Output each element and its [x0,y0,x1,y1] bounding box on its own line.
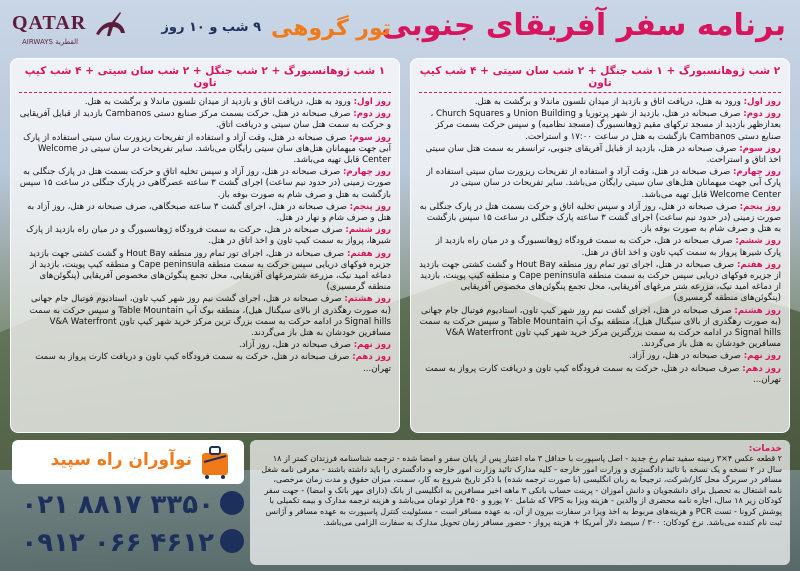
notes-title: خدمات: [748,444,782,454]
day-label: روز هفتم: [736,259,781,270]
day-item [419,109,781,143]
agency-name-box [12,440,244,484]
phone-number: ۰۹۱۲ ۰۶۶ ۴۶۱۲ [21,528,214,558]
itinerary-panel-right [410,58,790,433]
day-item [19,97,391,108]
day-label: روز سوم: [349,132,391,143]
phone-mobile[interactable] [12,528,244,560]
day-text: صرف صبحانه در هتل، حرکت به سمت فرودگاه کیپ تاون و دریافت کارت پرواز به سمت تهران... [425,363,781,385]
day-label: روز ششم: [735,236,781,247]
day-text: ورود به هتل، دریافت اتاق و بازدید از میدان نلسون ماندلا و برگشت به هتل. [84,97,354,107]
tour-duration: ۹ شب و ۱۰ روز [161,20,261,35]
page-subtitle: تور گروهی [270,16,391,41]
suitcase-icon [198,444,232,480]
day-label: روز ششم: [345,225,391,236]
phone-icon [220,491,244,515]
day-label: روز پنجم: [739,201,781,212]
day-item [19,249,391,294]
page-title: برنامه سفر آفریقای جنوبی [381,8,786,43]
day-label: روز هشتم: [734,305,781,316]
day-text: صرف صبحانه در هتل، حرکت به سمت فرودگاه ژوهانسبورگ و در میان راه بازدید از پارک شیرها، پرواز به سمت کیپ تاون و اخذ اتاق در هتل. [26,225,391,247]
day-label: روز نهم: [743,351,781,362]
day-text: صرف صبحانه در هتل، اجرای تور تمام روز منطقه Hout Bay و گشت کشتی جهت بازدید از جزیره فوکهای دریایی سپس حرکت به سمت منطقه Cape peninsula و منطقه کیپ پوینت، بازدید از دماغه امید نیک، مزرعه شتر مرغهای آفریقایی، محل تجمع پنگوئن‌های مخصوص آفریقایی (پنگوئن‌های منطقه گرمسیری) [419,259,781,304]
day-label: روز دهم: [352,352,391,363]
day-text: صرف صبحانه در هتل، حرکت به سمت فرودگاه کیپ تاون و دریافت کارت پرواز به سمت تهران... [35,352,391,374]
agency-card [12,440,244,565]
day-item [19,167,391,201]
day-text: صرف صبحانه در هتل، روز آزاد. [628,351,744,362]
day-item [19,294,391,339]
day-item [419,260,781,305]
oryx-icon [90,8,130,42]
day-list [419,97,781,386]
day-item [19,352,391,374]
day-label: روز سوم: [739,143,781,154]
day-item [19,340,391,351]
day-text: صرف صبحانه در هتل، روز آزاد و سپس تخلیه اتاق و حرکت بسمت هتل در پارک جنگلی به صورت زمینی (در حدود نیم ساعت) اجرای گشت ۳ ساعته پارک جنگلی در ساعت ۱۵ سپس بازگشت به هتل و صرف شام به صورت بوفه باز. [419,201,781,235]
day-item [419,144,781,166]
day-text: صرف صبحانه در هتل، بازدید از شهر پرتوریا و Union Building و Church Squares ، بعدازظهر بازدید از مسجد ترکهای مقیم ژوهانسبورگ (مسجد نظامیه) و سپس حرکت بسمت مرکز صنایع دستی Cambanos بازگشت به هتل در ساعت ۱۷:۰۰ و استراحت. [430,109,781,142]
day-text: صرف صبحانه در هتل، اجرای گشت ۳ ساعته صبحگاهی، صرف صبحانه در هتل، روز آزاد به هتل و صرف شام و نهار در هتل. [27,201,391,224]
logo-word: QATAR [12,12,87,34]
day-text: صرف صبحانه در هتل، حرکت به سمت فرودگاه ژوهانسبورگ و در میان راه بازدید از پارک شیرها پرواز به سمت کیپ تاون و اخذ اتاق در هتل. [435,236,781,258]
phone-number: ۰۲۱ ۸۸۱۷ ۳۳۵۰ [21,490,214,520]
day-label: روز اول: [743,97,781,107]
day-label: روز هشتم: [344,294,391,305]
day-text: صرف صبحانه در هتل، روز آزاد و سپس تخلیه اتاق و حرکت بسمت هتل در پارک جنگلی به صورت زمینی (در حدود نیم ساعت) اجرای گشت ۳ ساعته عصرگاهی در پارک جنگلی در ساعت ۱۵ سپس بازگشت به هتل و صرف شام به صورت بوفه باز. [19,167,391,200]
day-list [19,97,391,375]
day-item [19,225,391,247]
notes-body: ۲ قطعه عکس ۴×۳ زمینه سفید تمام رخ جدید - اصل پاسپورت با حداقل ۳ ماه اعتبار پس از پایان سفر و امضا شده - ترجمه شناسنامه فرزندان کمتر از ۱۸ سال در ۲ نسخه و یک نسخه با تائید دادگستری و وزارت امور خارجه - کلیه مدارک تائید وزارت امور خارجه و دادگستری را باید داشته باشند - معرفی نامه شغل مسافر در سربرگ محل کار/شرکت، ترجیحاً به زبان انگلیسی (با صورت ترجمه شده) با ذکر تاریخ شروع به کار، سمت، میزان حقوق و مدت زمان مرخصی، نامه اشتغال به تحصیل برای دانشجویان و دانش آموزان - پرینت حساب بانکی ۳ ماهه اخیر مسافرین به انگلیسی از بانک (دارای مهر بانک و امضا) - جهت سفر کودکان زیر ۱۸ سال، اجازه نامه محضری از والدین - هزینه ویزا به VPS که شامل ۷۰ یورو و ۴۵۰ هزار تومان می‌باشد و هزینه ترجمه مدارک و بیمه تکمیلی با پوشش کرونا - تست PCR و هزینه‌های مربوط به اخذ ویزا در سفارت بیرون از آن، به عهده مسافر است - مسئولیت کنترل پاسپورت به عهده مسافر و آژانس ثبت نام کننده می‌باشد. نرخ کودکان: ۳۰۰ / سیصد دلار آمریکا + هزینه پرواز - حضور مسافر زمان تحویل مدارک به سفارت الزامی می‌باشد. [261,454,782,527]
day-text: صرف صبحانه در هتل، حرکت بسمت مرکز صنایع دستی Cambanos بازدید از قبایل آفریقایی و حرکت به سمت هتل سان سیتی و دریافت اتاق. [19,109,391,131]
day-item [419,306,781,351]
day-label: روز دوم: [353,109,391,120]
day-item [19,202,391,224]
day-text: صرف صبحانه در هتل، اجرای گشت نیم روز شهر کیپ تاون، استادیوم فوتبال جام جهانی (به صورت رهگذری از بالای سیگنال هیل)، منطقه بوک آپ Table Mountain و سپس حرکت به سمت Signal hills در ادامه حرکت به سمت بزرگترین مرکز خرید شهر کیپ تاون V&A Waterfront مسافرین خودشان به هتل باز می‌گردند. [419,305,781,350]
day-label: روز پنجم: [349,201,391,212]
day-label: روز چهارم: [342,167,391,178]
day-item [419,202,781,236]
itinerary-panel-left [10,58,400,433]
day-label: روز دوم: [743,109,781,120]
day-text: صرف صبحانه در هتل، بازدید از قبایل آفریقای جنوبی، ترانسفر به سمت هتل سان سیتی اخذ اتاق و استراحت. [425,143,781,166]
day-text: صرف صبحانه در هتل، اجرای گشت نیم روز شهر کیپ تاون، استادیوم فوتبال جام جهانی (به صورت رهگذری از بالای سیگنال هیل)، منطقه بوک آپ Table Mountain و سپس حرکت به سمت Signal hills در ادامه حرکت به سمت بزرگ ترین مرکز خرید شهر کیپ تاون V&A Waterfront مسافرین خودشان به هتل باز می‌گردند. [29,294,391,339]
mobile-icon [220,529,244,553]
day-item [419,364,781,386]
logo-sub: AIRWAYS القطرية [22,38,79,46]
day-item [419,167,781,201]
day-label: روز دهم: [742,363,781,374]
day-label: روز هفتم: [346,248,391,259]
day-item [19,133,391,167]
day-label: روز اول: [353,97,391,107]
day-item [419,97,781,108]
services-notes [250,440,790,565]
day-text: ورود به هتل، دریافت اتاق و بازدید از میدان نلسون ماندلا و برگشت به هتل. [474,97,744,107]
day-item [419,351,781,362]
panel-title: ۲ شب ژوهانسبورگ + ۱ شب جنگل + ۲ شب سان سیتی + ۴ شب کیپ تاون [419,65,781,93]
day-item [419,236,781,258]
qatar-airways-logo [12,8,132,54]
panel-title: ۱ شب ژوهانسبورگ + ۲ شب جنگل + ۲ شب سان سیتی + ۴ شب کیپ تاون [19,65,391,93]
day-item [19,109,391,131]
day-text: صرف صبحانه در هتل، اجرای تور تمام روز منطقه Hout Bay و گشت کشتی جهت بازدید جزیره فوکهای دریایی سپس حرکت به سمت منطقه Cape peninsula و منطقه کیپ پوینت، بازدید از دماغه امید نیک، مزرعه شترمرغهای آفریقایی، محل تجمع پنگوئن‌های مخصوص آفریقایی (پنگوئن‌های منطقه گرمسیری) [29,248,391,293]
day-text: صرف صبحانه در هتل، وقت آزاد و استفاده از تفریحات ریزورت سان سیتی استفاده از پارک آبی جهت میهمانان هتل‌های سان سیتی رایگان می‌باشد. سایر تفریحات در سان سیتی در Welcome Center قابل تهیه می‌باشد. [23,132,391,166]
phone-landline[interactable] [12,490,244,522]
day-label: روز نهم: [353,340,391,351]
day-text: صرف صبحانه در هتل، روز آزاد. [238,340,354,351]
day-text: صرف صبحانه در هتل، وقت آزاد و استفاده از تفریحات ریزورت سان سیتی استفاده از پارک آبی جهت میهمانان هتل‌های سان سیتی رایگان می‌باشد. سایر تفریحات در سان سیتی در Welcome Center قابل تهیه می‌باشد. [426,167,781,200]
day-label: روز چهارم: [732,167,781,178]
agency-name: نوآوران راه سپید [50,450,192,470]
header-title-area [146,6,786,56]
